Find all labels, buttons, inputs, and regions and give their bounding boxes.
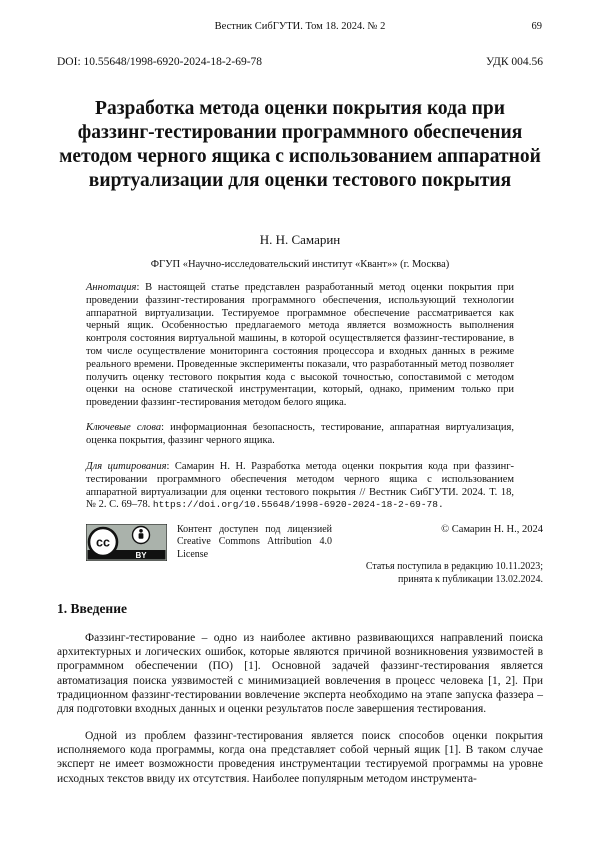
body-paragraph-2: Одной из проблем фаззинг-тестирования является поиск способов оценки покрытия исполняемого кода программы, когда она представляет собой черный ящик [1]. В таком случае эксперт не имеет возможности проведения инструментации тестируемой программы на уровне исходных текстов ввиду их отсутствия. Наиболее популярным методом инструмента-: [57, 730, 543, 785]
keywords-label: Ключевые слова: [86, 422, 162, 433]
author: Н. Н. Самарин: [259, 232, 341, 247]
cc-by-badge[interactable]: [86, 524, 167, 561]
person-icon: [139, 529, 143, 533]
abstract-text: : В настоящей статье представлен разработанный метод оценки покрытия при проведении фаззинг-тестирования программного обеспечения, использующий технологии аппаратной виртуализации. Тестируемое программное обеспечение рассматривается как черный ящик. Особенностью предлагаемого метода является возможность выполнения контроля состояния виртуальной машины, в которой осуществляется фаззинг-тестирование, в том числе осуществление мониторинга состояния процессора и входных данных в режиме реального времени. Проведенные эксперименты показали, что разработанный метод позволяет получить оценку тестового покрытия кода с высокой точностью, сопоставимой с методом оценки на основе статической инструментации, который, однако, применим только при проведении фаззинг-тестирования методом белого ящика.: [86, 282, 514, 409]
copyright: © Самарин Н. Н., 2024: [441, 524, 543, 535]
received-date: Статья поступила в редакцию 10.11.2023;: [365, 561, 543, 572]
page-number: 69: [531, 21, 542, 32]
doi: DOI: 10.55648/1998-6920-2024-18-2-69-78: [57, 56, 263, 68]
running-head: Вестник СибГУТИ. Том 18. 2024. № 2: [214, 21, 386, 32]
by-badge-label: BY: [135, 551, 147, 560]
affiliation: ФГУП «Научно-исследовательский институт «Квант»» (г. Москва): [150, 259, 450, 270]
citation-doi-link[interactable]: https://doi.org/10.55648/1998-6920-2024-18-2-69-78.: [152, 499, 444, 511]
citation-text: : Самарин Н. Н. Разработка метода оценки покрытия кода при фаззинг-тестировании программного обеспечения методом черного ящика с использованием аппаратной виртуализации для оценки тестового покрытия // Вестник СибГУТИ. 2024. Т. 18, № 2. С. 69–78.: [86, 461, 514, 511]
license-text: Контент доступен под лицензией Creative Commons Attribution 4.0 License: [177, 524, 332, 560]
received-dates: [366, 561, 543, 586]
cc-badge-label: cc: [96, 535, 110, 550]
keywords-text: : информационная безопасность, тестирование, аппаратная виртуализация, оценка покрытия, фаззинг черного ящика.: [86, 422, 514, 446]
accepted-date: принята к публикации 13.02.2024.: [397, 573, 543, 585]
article-title: Разработка метода оценки покрытия кода при фаззинг-тестировании программного обеспечения методом черного ящика с использованием аппаратной виртуализации для оценки тестового покрытия: [59, 98, 541, 191]
abstract-label: Аннотация: [86, 282, 137, 293]
citation-label: Для цитирования: [86, 461, 167, 472]
keywords: [86, 422, 514, 448]
citation: [86, 461, 514, 512]
body-paragraph-1: Фаззинг-тестирование – одно из наиболее активно развивающихся направлений поиска архитектурных и логических ошибок, которые являются причиной возникновения уязвимостей в программном обеспечении (ПО) [1]. Основной задачей фаззинг-тестирования является автоматизация поиска уязвимостей с минимизацией вовлечения в процесс человека [1, 2]. При традиционном фаззинг-тестировании вовлечение эксперта необходимо на этапе запуска фаззера – для подготовки входных данных и оценки результатов после завершения тестирования.: [57, 632, 543, 716]
section-heading: 1. Введение: [57, 601, 127, 616]
udc-code: УДК 004.56: [486, 56, 543, 68]
abstract: [86, 282, 514, 410]
